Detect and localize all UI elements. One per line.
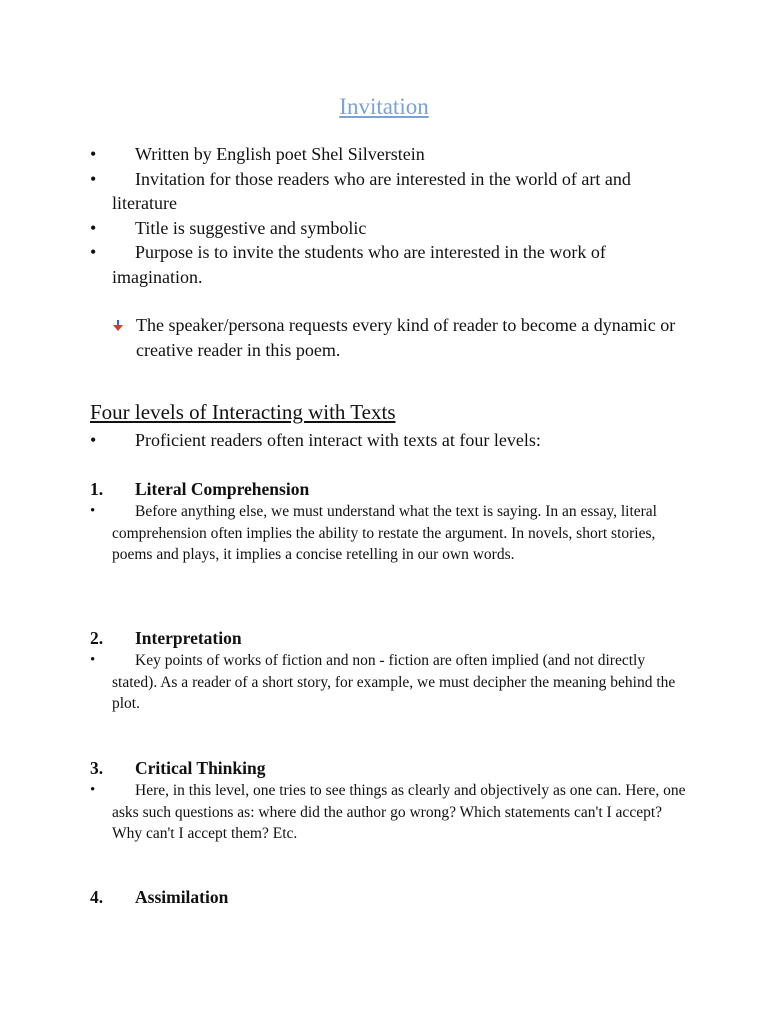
level-3 xyxy=(90,756,690,845)
level-body xyxy=(90,780,690,845)
bullet-icon: • xyxy=(90,503,96,519)
bullet-icon: • xyxy=(90,430,97,450)
level-body xyxy=(90,501,690,566)
level-body-text: Key points of works of fiction and non - fiction are often implied (and not directly stated). As a reader of a short story, for example, we must decipher the meaning behind the plot. xyxy=(112,652,676,712)
level-1 xyxy=(90,477,690,566)
level-body xyxy=(90,650,690,715)
list-item-text: Written by English poet Shel Silverstein xyxy=(135,144,425,164)
level-heading xyxy=(90,885,690,909)
intro-text: Proficient readers often interact with texts at four levels: xyxy=(135,430,541,450)
bullet-icon: • xyxy=(90,782,96,798)
section-heading: Four levels of Interacting with Texts xyxy=(90,400,396,424)
page-title: Invitation xyxy=(339,94,429,119)
list-item-text: Invitation for those readers who are interested in the world of art and literature xyxy=(112,168,631,213)
level-2 xyxy=(90,626,690,715)
level-title: Interpretation xyxy=(135,628,242,648)
list-item-text: Purpose is to invite the students who are interested in the work of imagination. xyxy=(112,242,606,287)
bullet-icon: • xyxy=(90,652,96,668)
level-heading xyxy=(90,477,690,501)
level-heading xyxy=(90,626,690,650)
level-body-text: Here, in this level, one tries to see things as clearly and objectively as one can. Here, one asks such questions as: where did the author go wrong? Which statements can't I accept? Why can't I accept them? Etc. xyxy=(112,782,686,842)
level-number: 3. xyxy=(90,758,104,778)
level-number: 2. xyxy=(90,628,104,648)
list-item xyxy=(90,167,690,216)
level-number: 1. xyxy=(90,479,104,499)
level-title: Assimilation xyxy=(135,887,229,907)
list-item xyxy=(90,240,690,289)
intro-bullet-list xyxy=(90,142,690,289)
arrow-note xyxy=(112,313,696,362)
bullet-icon: • xyxy=(90,144,97,164)
bullet-icon: • xyxy=(90,217,97,238)
level-number: 4. xyxy=(90,887,104,907)
level-title: Literal Comprehension xyxy=(135,479,310,499)
arrow-note-text: The speaker/persona requests every kind of reader to become a dynamic or creative reader in this poem. xyxy=(136,315,676,360)
bullet-icon: • xyxy=(90,242,97,262)
list-item xyxy=(90,216,690,241)
list-item-text: Title is suggestive and symbolic xyxy=(135,217,367,238)
level-heading xyxy=(90,756,690,780)
level-body-text: Before anything else, we must understand what the text is saying. In an essay, literal comprehension often implies the ability to restate the argument. In novels, short stories, poems and plays, it implies a concise retelling in our own words. xyxy=(112,503,657,563)
list-item xyxy=(90,142,690,167)
list-item xyxy=(90,428,755,452)
arrow-bullet-icon xyxy=(112,320,124,332)
bullet-icon: • xyxy=(90,168,97,189)
level-title: Critical Thinking xyxy=(135,758,266,778)
level-4 xyxy=(90,885,690,909)
